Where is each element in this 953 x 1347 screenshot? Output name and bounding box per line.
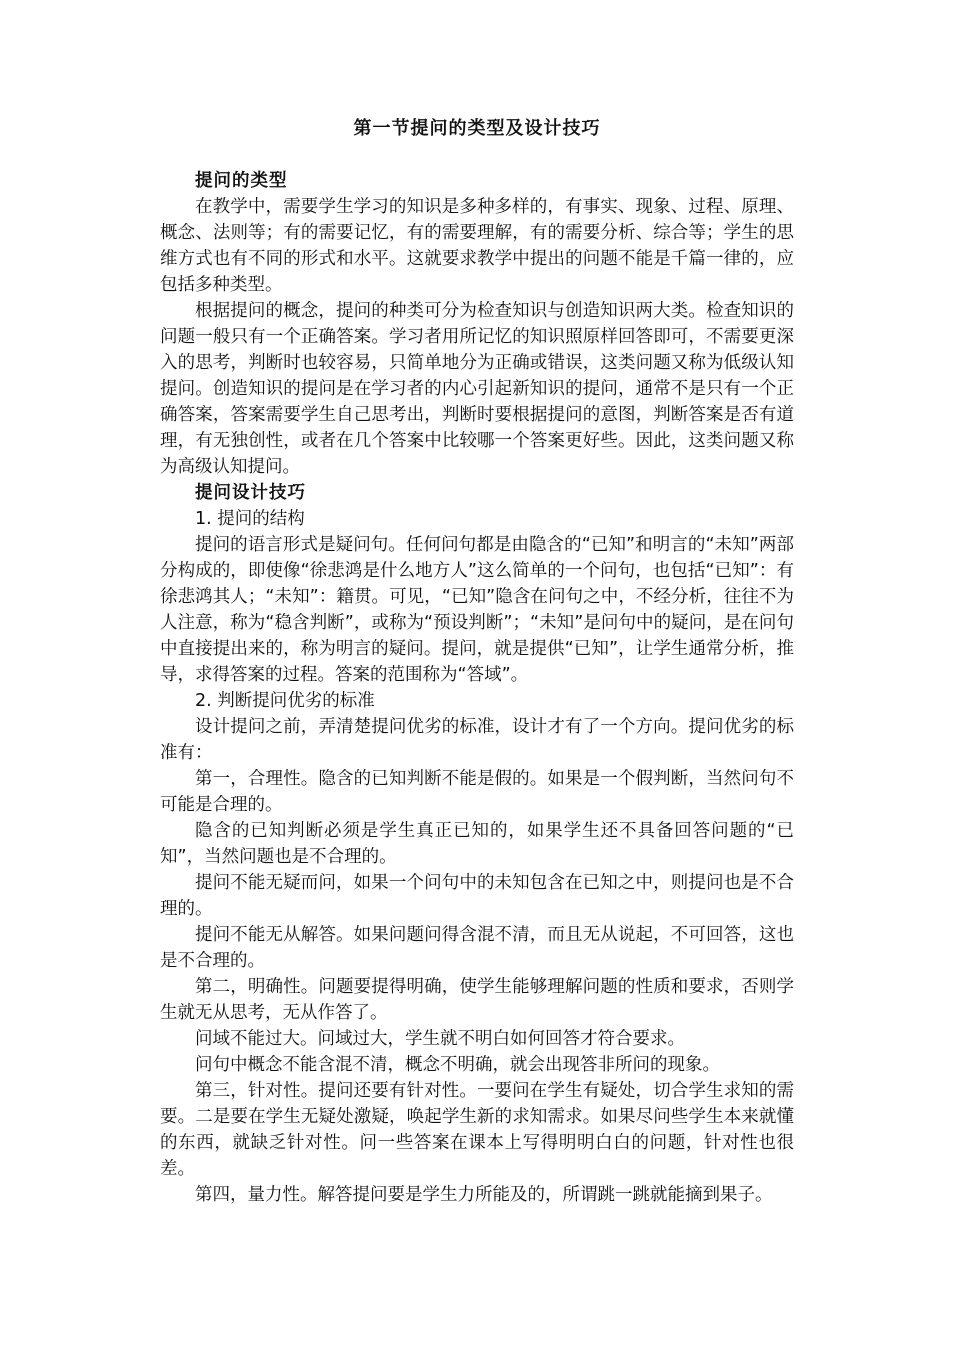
- subheading-structure: 1. 提问的结构: [195, 509, 305, 529]
- paragraph: 第二，明确性。问题要提得明确，使学生能够理解问题的性质和要求，否则学生就无从思考，无从作答了。: [160, 977, 794, 1023]
- paragraph: 提问不能无疑而问，如果一个问句中的未知包含在已知之中，则提问也是不合理的。: [160, 873, 794, 919]
- paragraph: 根据提问的概念，提问的种类可分为检查知识与创造知识两大类。检查知识的问题一般只有一个正确答案。学习者用所记忆的知识照原样回答即可，不需要更深入的思考，判断时也较容易，只简单地分为正确或错误，这类问题又称为低级认知提问。创造知识的提问是在学习者的内心引起新知识的提问，通常不是只有一个正确答案，答案需要学生自己思考出，判断时要根据提问的意图，判断答案是否有道理，有无独创性，或者在几个答案中比较哪一个答案更好些。因此，这类问题又称为高级认知提问。: [160, 301, 794, 477]
- paragraph: 设计提问之前，弄清楚提问优劣的标准，设计才有了一个方向。提问优劣的标准有：: [160, 717, 794, 763]
- paragraph: 隐含的已知判断必须是学生真正已知的，如果学生还不具备回答问题的“已知”，当然问题也是不合理的。: [160, 821, 794, 867]
- paragraph: 提问的语言形式是疑问句。任何问句都是由隐含的“已知”和明言的“未知”两部分构成的，即使像“徐悲鸿是什么地方人”这么简单的一个问句，也包括“已知”：有徐悲鸿其人；“未知”：籍贯。可见，“已知”隐含在问句之中，不经分析，往往不为人注意，称为“稳含判断”，或称为“预设判断”；“未知”是问句中的疑问，是在问句中直接提出来的，称为明言的疑问。提问，就是提供“已知”，让学生通常分析，推导，求得答案的过程。答案的范围称为“答域”。: [160, 535, 794, 685]
- section-heading-types: 提问的类型: [195, 171, 288, 191]
- document-page: [160, 112, 794, 1208]
- page-title: 第一节提问的类型及设计技巧: [353, 118, 601, 139]
- paragraph: 第四，量力性。解答提问要是学生力所能及的，所谓跳一跳就能摘到果子。: [195, 1185, 773, 1205]
- paragraph: 问句中概念不能含混不清，概念不明确，就会出现答非所问的现象。: [195, 1055, 720, 1075]
- paragraph: 第一，合理性。隐含的已知判断不能是假的。如果是一个假判断，当然问句不可能是合理的。: [160, 769, 794, 815]
- paragraph: 第三，针对性。提问还要有针对性。一要问在学生有疑处，切合学生求知的需要。二是要在学生无疑处激疑，唤起学生新的求知需求。如果尽问些学生本来就懂的东西，就缺乏针对性。问一些答案在课本上写得明明白白的问题，针对性也很差。: [160, 1081, 794, 1179]
- paragraph: 问域不能过大。问域过大，学生就不明白如何回答才符合要求。: [195, 1029, 685, 1049]
- paragraph: 提问不能无从解答。如果问题问得含混不清，而且无从说起，不可回答，这也是不合理的。: [160, 925, 794, 971]
- paragraph: 在教学中，需要学生学习的知识是多种多样的，有事实、现象、过程、原理、概念、法则等；有的需要记忆，有的需要理解，有的需要分析、综合等；学生的思维方式也有不同的形式和水平。这就要求教学中提出的问题不能是千篇一律的，应包括多种类型。: [160, 197, 794, 295]
- section-heading-design: 提问设计技巧: [195, 483, 306, 503]
- subheading-criteria: 2. 判断提问优劣的标准: [195, 691, 375, 711]
